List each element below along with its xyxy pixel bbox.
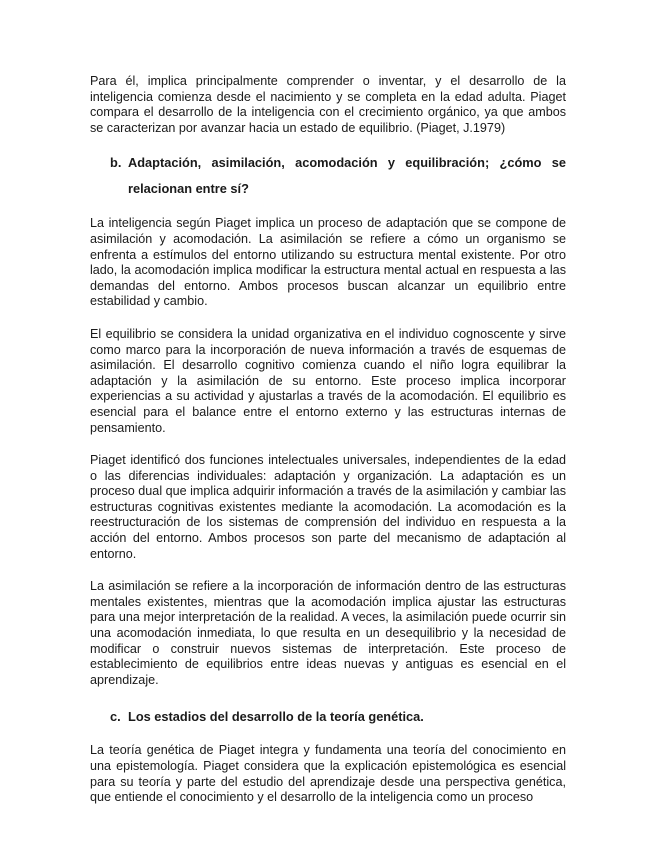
paragraph-6: La teoría genética de Piaget integra y fundamenta una teoría del conocimiento en una epistemología. Piaget considera que la explicación epistemológica es esencial para su teoría y parte del estudio del aprendizaje desde una perspectiva genética, que entiende el conocimiento y el desarrollo de la inteligencia como un proceso	[90, 743, 566, 805]
section-heading-c	[110, 708, 566, 726]
paragraph-1: Para él, implica principalmente comprender o inventar, y el desarrollo de la inteligencia comienza desde el nacimiento y se completa en la edad adulta. Piaget compara el desarrollo de la inteligencia con el crecimiento orgánico, ya que ambos se caracterizan por avanzar hacia un estado de equilibrio. (Piaget, J.1979)	[90, 74, 566, 135]
paragraph-2: La inteligencia según Piaget implica un proceso de adaptación que se compone de asimilación y acomodación. La asimilación se refiere a cómo un organismo se enfrenta a estímulos del entorno utilizando su estructura mental existente. Por otro lado, la acomodación implica modificar la estructura mental actual en respuesta a las demandas del entorno. Ambos procesos buscan alcanzar un equilibrio entre estabilidad y cambio.	[90, 216, 566, 309]
paragraph-5: La asimilación se refiere a la incorporación de información dentro de las estructuras mentales existentes, mientras que la acomodación implica ajustar las estructuras para una mejor interpretación de la realidad. A veces, la asimilación puede ocurrir sin una acomodación inmediata, lo que resulta en un desequilibrio y la necesidad de modificar o construir nuevos sistemas de interpretación. Este proceso de establecimiento de equilibrios entre ideas nuevas y antiguas es esencial en el aprendizaje.	[90, 579, 566, 687]
section-heading-b	[110, 150, 566, 202]
paragraph-3: El equilibrio se considera la unidad organizativa en el individuo cognoscente y sirve como marco para la incorporación de nueva información a través de esquemas de asimilación. El desarrollo cognitivo comienza cuando el niño logra equilibrar la adaptación y la asimilación de su entorno. Este proceso implica incorporar experiencias a su actividad y ajustarlas a través de la acomodación. El equilibrio es esencial para el balance entre el entorno externo y las estructuras internas de pensamiento.	[90, 326, 566, 435]
heading-b-text: Adaptación, asimilación, acomodación y equilibración; ¿cómo se relacionan entre sí?	[128, 155, 566, 197]
document-page	[90, 74, 566, 806]
heading-b-label: b.	[110, 155, 122, 171]
paragraph-4: Piaget identificó dos funciones intelectuales universales, independientes de la edad o las diferencias individuales: adaptación y organización. La adaptación es un proceso dual que implica adquirir información a través de la asimilación y cambiar las estructuras cognitivas existentes mediante la acomodación. La acomodación es la reestructuración de los sistemas de comprensión del individuo en respuesta a la acción del entorno. Ambos procesos son parte del mecanismo de adaptación al entorno.	[90, 453, 566, 561]
heading-c-label: c.	[110, 709, 121, 725]
heading-c-text: Los estadios del desarrollo de la teoría genética.	[128, 709, 424, 725]
